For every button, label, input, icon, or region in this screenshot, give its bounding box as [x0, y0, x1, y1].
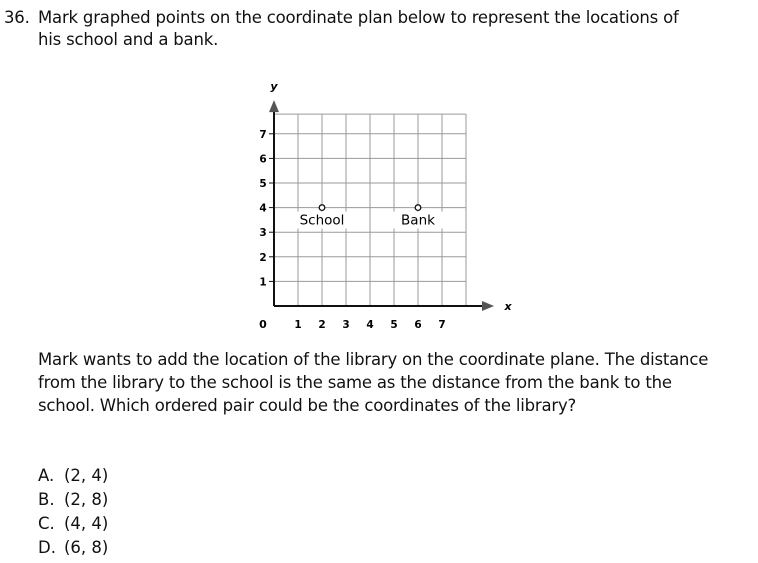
x-tick-label: 6: [414, 319, 422, 331]
x-tick-label: 3: [342, 319, 350, 331]
origin-label: 0: [259, 318, 267, 331]
problem-text-line-2: from the library to the school is the same as the distance from the bank to the: [38, 373, 672, 392]
x-tick-label: 2: [318, 319, 326, 331]
y-tick-label: 1: [259, 276, 267, 289]
choice-text: (6, 8): [64, 538, 109, 557]
choice-letter: D.: [38, 538, 56, 557]
y-tick-label: 5: [259, 178, 267, 190]
x-axis-label: x: [504, 300, 512, 313]
point-label: School: [299, 212, 345, 229]
point-label: Bank: [401, 212, 435, 229]
choice-text: (2, 4): [64, 466, 109, 485]
x-axis-arrow: [482, 301, 494, 311]
y-axis-label: y: [270, 80, 278, 94]
question-number: 36.: [4, 8, 30, 27]
answer-choice-c[interactable]: [38, 514, 108, 533]
axes: [269, 80, 512, 313]
answer-choice-a[interactable]: [38, 466, 108, 485]
point-marker: [319, 205, 325, 211]
x-tick-label: 1: [294, 319, 302, 331]
x-tick-label: 7: [438, 319, 446, 331]
choice-letter: C.: [38, 514, 55, 533]
choice-letter: B.: [38, 490, 55, 509]
choice-letter: A.: [38, 466, 55, 485]
choice-text: (2, 8): [64, 490, 109, 509]
x-tick-label: 5: [390, 319, 398, 331]
grid: [274, 114, 466, 306]
choice-text: (4, 4): [64, 514, 109, 533]
y-tick-label: 4: [259, 202, 267, 215]
y-tick-label: 2: [259, 251, 267, 264]
y-tick-label: 3: [259, 227, 267, 240]
question-text-line-2: his school and a bank.: [38, 30, 219, 49]
answer-choice-d[interactable]: [38, 538, 108, 557]
y-axis-arrow: [269, 100, 279, 112]
y-tick-label: 7: [259, 128, 267, 141]
question-text-line-1: Mark graphed points on the coordinate plan below to represent the locations of: [38, 8, 679, 27]
point-marker: [415, 205, 421, 211]
y-tick-label: 6: [259, 153, 267, 166]
problem-text-line-1: Mark wants to add the location of the library on the coordinate plane. The distance: [38, 350, 709, 369]
problem-text-line-3: school. Which ordered pair could be the coordinates of the library?: [38, 396, 577, 415]
x-tick-label: 4: [366, 319, 374, 331]
answer-choice-b[interactable]: [38, 490, 108, 509]
